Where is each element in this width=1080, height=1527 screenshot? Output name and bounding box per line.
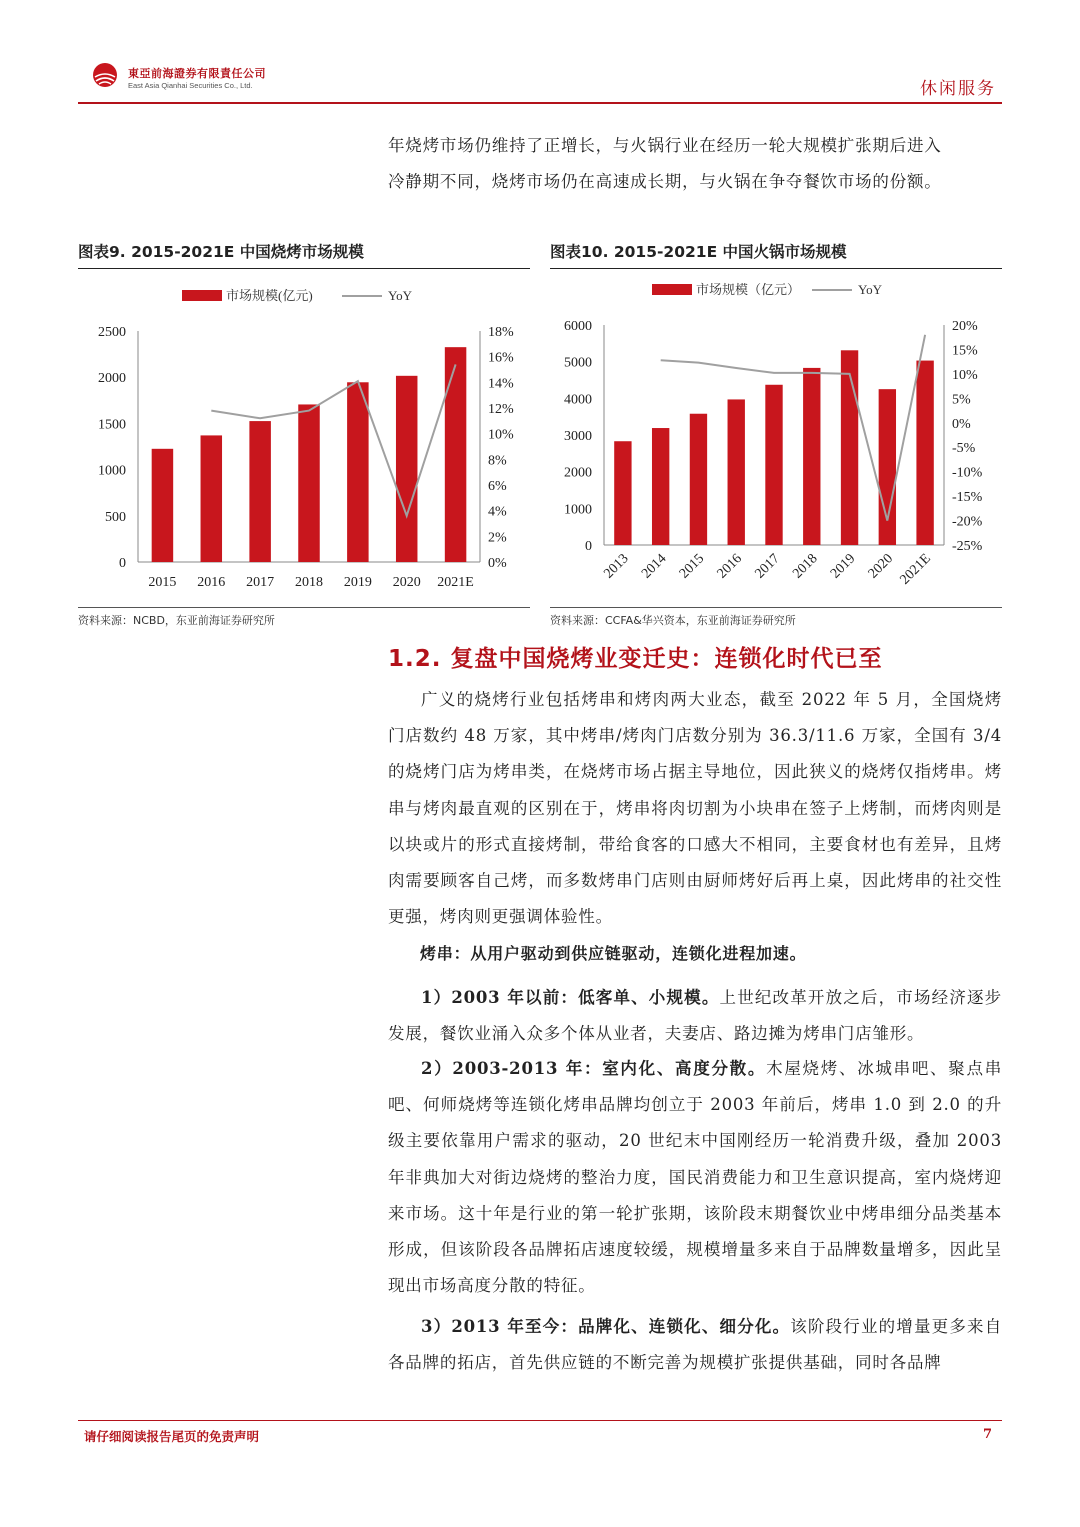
chart2-yleft-tick: 1000 (564, 502, 592, 518)
body-paragraph-1: 广义的烧烤行业包括烤串和烤肉两大业态，截至 2022 年 5 月，全国烧烤门店数约 48 万家，其中烤串/烤肉门店数分别为 36.3/11.6 万家，全国有 3/4 的烧烤门店为烤串类，在烧烤市场占据主导地位，因此狭义的烧烤仅指烤串。烤串与烤肉最直观的区别在于，烤串将肉切割为小块串在签子上烤制，而烤肉则是以块或片的形式直接烤制，带给食客的口感大不相同，主要食材也有差异，且烤肉需要顾客自己烤，而多数烤串门店则由厨师烤好后再上桌，因此烤串的社交性更强，烤肉则更强调体验性。 (388, 690, 1002, 927)
chart1-title: 图表9. 2015-2021E 中国烧烤市场规模 (78, 240, 530, 269)
section-heading: 1.2. 复盘中国烧烤业变迁史：连锁化时代已至 (388, 646, 883, 672)
company-name-en: East Asia Qianhai Securities Co., Ltd. (128, 81, 253, 90)
chart2-x-tick: 2017 (752, 551, 783, 582)
chart1-yright-tick: 4% (488, 504, 507, 520)
stage-2-title: 2）2003-2013 年：室内化、高度分散。 (421, 1059, 767, 1078)
chart1-x-tick: 2021E (437, 575, 474, 590)
chart1-yright-tick: 18% (488, 325, 514, 340)
body-paragraph-4 (388, 1051, 1002, 1304)
chart2-x-tick: 2015 (676, 551, 708, 582)
chart1-bar-2015 (152, 449, 173, 562)
chart2-legend-line-label: YoY (858, 282, 882, 297)
page-footer (78, 1420, 1002, 1444)
chart2-yright-tick: -10% (952, 465, 983, 481)
chart2-source: 资料来源：CCFA&华兴资本，东亚前海证券研究所 (550, 607, 1002, 628)
chart2-x-tick: 2018 (790, 551, 821, 582)
chart2-yright-tick: 10% (952, 367, 978, 383)
chart1-bar-2017 (249, 421, 270, 562)
chart2-yright-tick: 5% (952, 392, 971, 408)
chart1-legend-bar-swatch (182, 290, 222, 301)
chart2-yright-tick: 15% (952, 343, 978, 359)
chart2-yright-tick: -25% (952, 539, 983, 554)
chart2-x-tick: 2013 (601, 551, 632, 582)
chart2-yright-tick: 0% (952, 416, 971, 432)
chart1-x-tick: 2019 (343, 575, 372, 590)
chart2-yleft-tick: 6000 (564, 319, 592, 334)
chart1-bar-2016 (201, 435, 222, 562)
intro-line-2: 冷静期不同，烧烤市场仍在高速成长期，与火锅在争夺餐饮市场的份额。 (388, 172, 942, 192)
chart2-yright-tick: -5% (952, 441, 976, 457)
chart2-yleft-tick: 3000 (564, 429, 592, 444)
chart1-x-tick: 2017 (246, 575, 275, 590)
chart2-bar-2019 (841, 350, 858, 545)
chart1-x-tick: 2015 (148, 575, 177, 590)
chart1-bar-2020 (396, 376, 417, 562)
chart2-bar-2016 (728, 399, 745, 545)
chart1-bar-2021E (445, 347, 466, 562)
chart1-legend-bar-label: 市场规模(亿元) (226, 288, 313, 303)
chart1-bbq-market (78, 275, 530, 605)
chart1-yright-tick: 14% (488, 376, 514, 392)
chart2-title: 图表10. 2015-2021E 中国火锅市场规模 (550, 240, 1002, 269)
chart2-bar-2014 (652, 428, 669, 545)
stage-3-text: 该阶段行业的增量更多来自各品牌的拓店，首先供应链的不断完善为规模扩张提供基础，同时各品牌 (388, 1317, 1002, 1373)
chart2-bar-2013 (614, 441, 631, 545)
chart1-yright-tick: 0% (488, 556, 507, 571)
chart1-x-tick: 2018 (295, 575, 323, 590)
chart1-yright-tick: 10% (488, 427, 514, 443)
chart2-bar-2018 (803, 368, 820, 545)
chart2-x-tick: 2021E (897, 551, 934, 588)
chart2-x-tick: 2019 (827, 551, 859, 582)
chart2-bar-2021E (916, 361, 933, 545)
chart2-x-tick: 2020 (865, 551, 897, 582)
stage-1-title: 1）2003 年以前：低客单、小规模。 (421, 988, 720, 1007)
chart2-yleft-tick: 0 (585, 539, 592, 554)
chart2-legend-bar-label: 市场规模（亿元） (696, 282, 801, 297)
chart1-yright-tick: 16% (488, 350, 514, 366)
chart1-yleft-tick: 2000 (98, 371, 126, 387)
chart1-yleft-tick: 1500 (98, 417, 126, 433)
chart1-yright-tick: 2% (488, 530, 507, 546)
intro-line-1: 年烧烤市场仍维持了正增长，与火锅行业在经历一轮大规模扩张期后进入 (388, 136, 942, 155)
chart2-bar-2020 (879, 389, 896, 545)
intro-paragraph (388, 128, 1002, 200)
chart2-yleft-tick: 4000 (564, 392, 592, 408)
stage-1-text: 上世纪改革开放之后，市场经济逐步发展，餐饮业涌入众多个体从业者，夫妻店、路边摊为烤串门店雏形。 (388, 988, 1002, 1044)
chart1-x-tick: 2020 (392, 575, 421, 590)
stage-2-text: 木屋烧烤、冰城串吧、聚点串吧、何师烧烤等连锁化烤串品牌均创立于 2003 年前后，烤串 1.0 到 2.0 的升级主要依靠用户需求的驱动，20 世纪末中国刚经历一轮消费升级，叠加 2003 年非典加大对街边烧烤的整治力度，国民消费能力和卫生意识提高，室内烧烤迎来市场。这十年是行业的第一轮扩张期，该阶段末期餐饮业中烤串细分品类基本形成，但该阶段各品牌拓店速度较缓，规模增量多来自于品牌数量增多，因此呈现出市场高度分散的特征。 (388, 1059, 1002, 1296)
chart1-x-tick: 2016 (197, 575, 226, 590)
body-paragraph-2: 烤串：从用户驱动到供应链驱动，连锁化进程加速。 (420, 944, 807, 963)
chart2-yleft-tick: 5000 (564, 355, 592, 371)
chart1-yleft-tick: 1000 (98, 463, 126, 479)
chart2-yright-tick: -15% (952, 490, 983, 506)
company-name-cn: 東亞前海證券有限責任公司 (128, 67, 266, 80)
chart1-bar-2018 (298, 404, 319, 562)
chart2-x-tick: 2014 (639, 551, 670, 582)
section-tag: 休闲服务 (920, 79, 996, 99)
chart2-yleft-tick: 2000 (564, 465, 592, 481)
page-number: 7 (982, 1427, 992, 1442)
chart2-bar-2017 (765, 385, 782, 545)
chart1-yright-tick: 6% (488, 479, 507, 494)
chart1-legend-line-label: YoY (388, 288, 412, 303)
body-paragraph-5 (388, 1309, 1002, 1381)
disclaimer-note: 请仔细阅读报告尾页的免责声明 (84, 1429, 260, 1444)
chart2-legend-bar-swatch (652, 284, 692, 295)
chart2-yright-tick: -20% (952, 514, 983, 530)
chart1-yleft-tick: 500 (105, 509, 126, 525)
company-logo-icon (92, 62, 118, 88)
chart1-yleft-tick: 2500 (98, 325, 126, 340)
chart1-yleft-tick: 0 (119, 556, 126, 571)
chart1-yright-tick: 8% (488, 453, 507, 469)
chart1-source: 资料来源：NCBD，东亚前海证券研究所 (78, 607, 530, 628)
chart2-x-tick: 2016 (714, 551, 746, 582)
stage-3-title: 3）2013 年至今：品牌化、连锁化、细分化。 (421, 1317, 791, 1336)
chart1-yoy-line (211, 364, 455, 515)
chart2-bar-2015 (690, 414, 707, 545)
chart1-yright-tick: 12% (488, 402, 514, 417)
chart2-yright-tick: 20% (952, 319, 978, 334)
chart2-hotpot-market (550, 275, 1002, 605)
body-paragraph-3 (388, 980, 1002, 1052)
page-header (78, 56, 1002, 104)
chart1-bar-2019 (347, 382, 368, 562)
